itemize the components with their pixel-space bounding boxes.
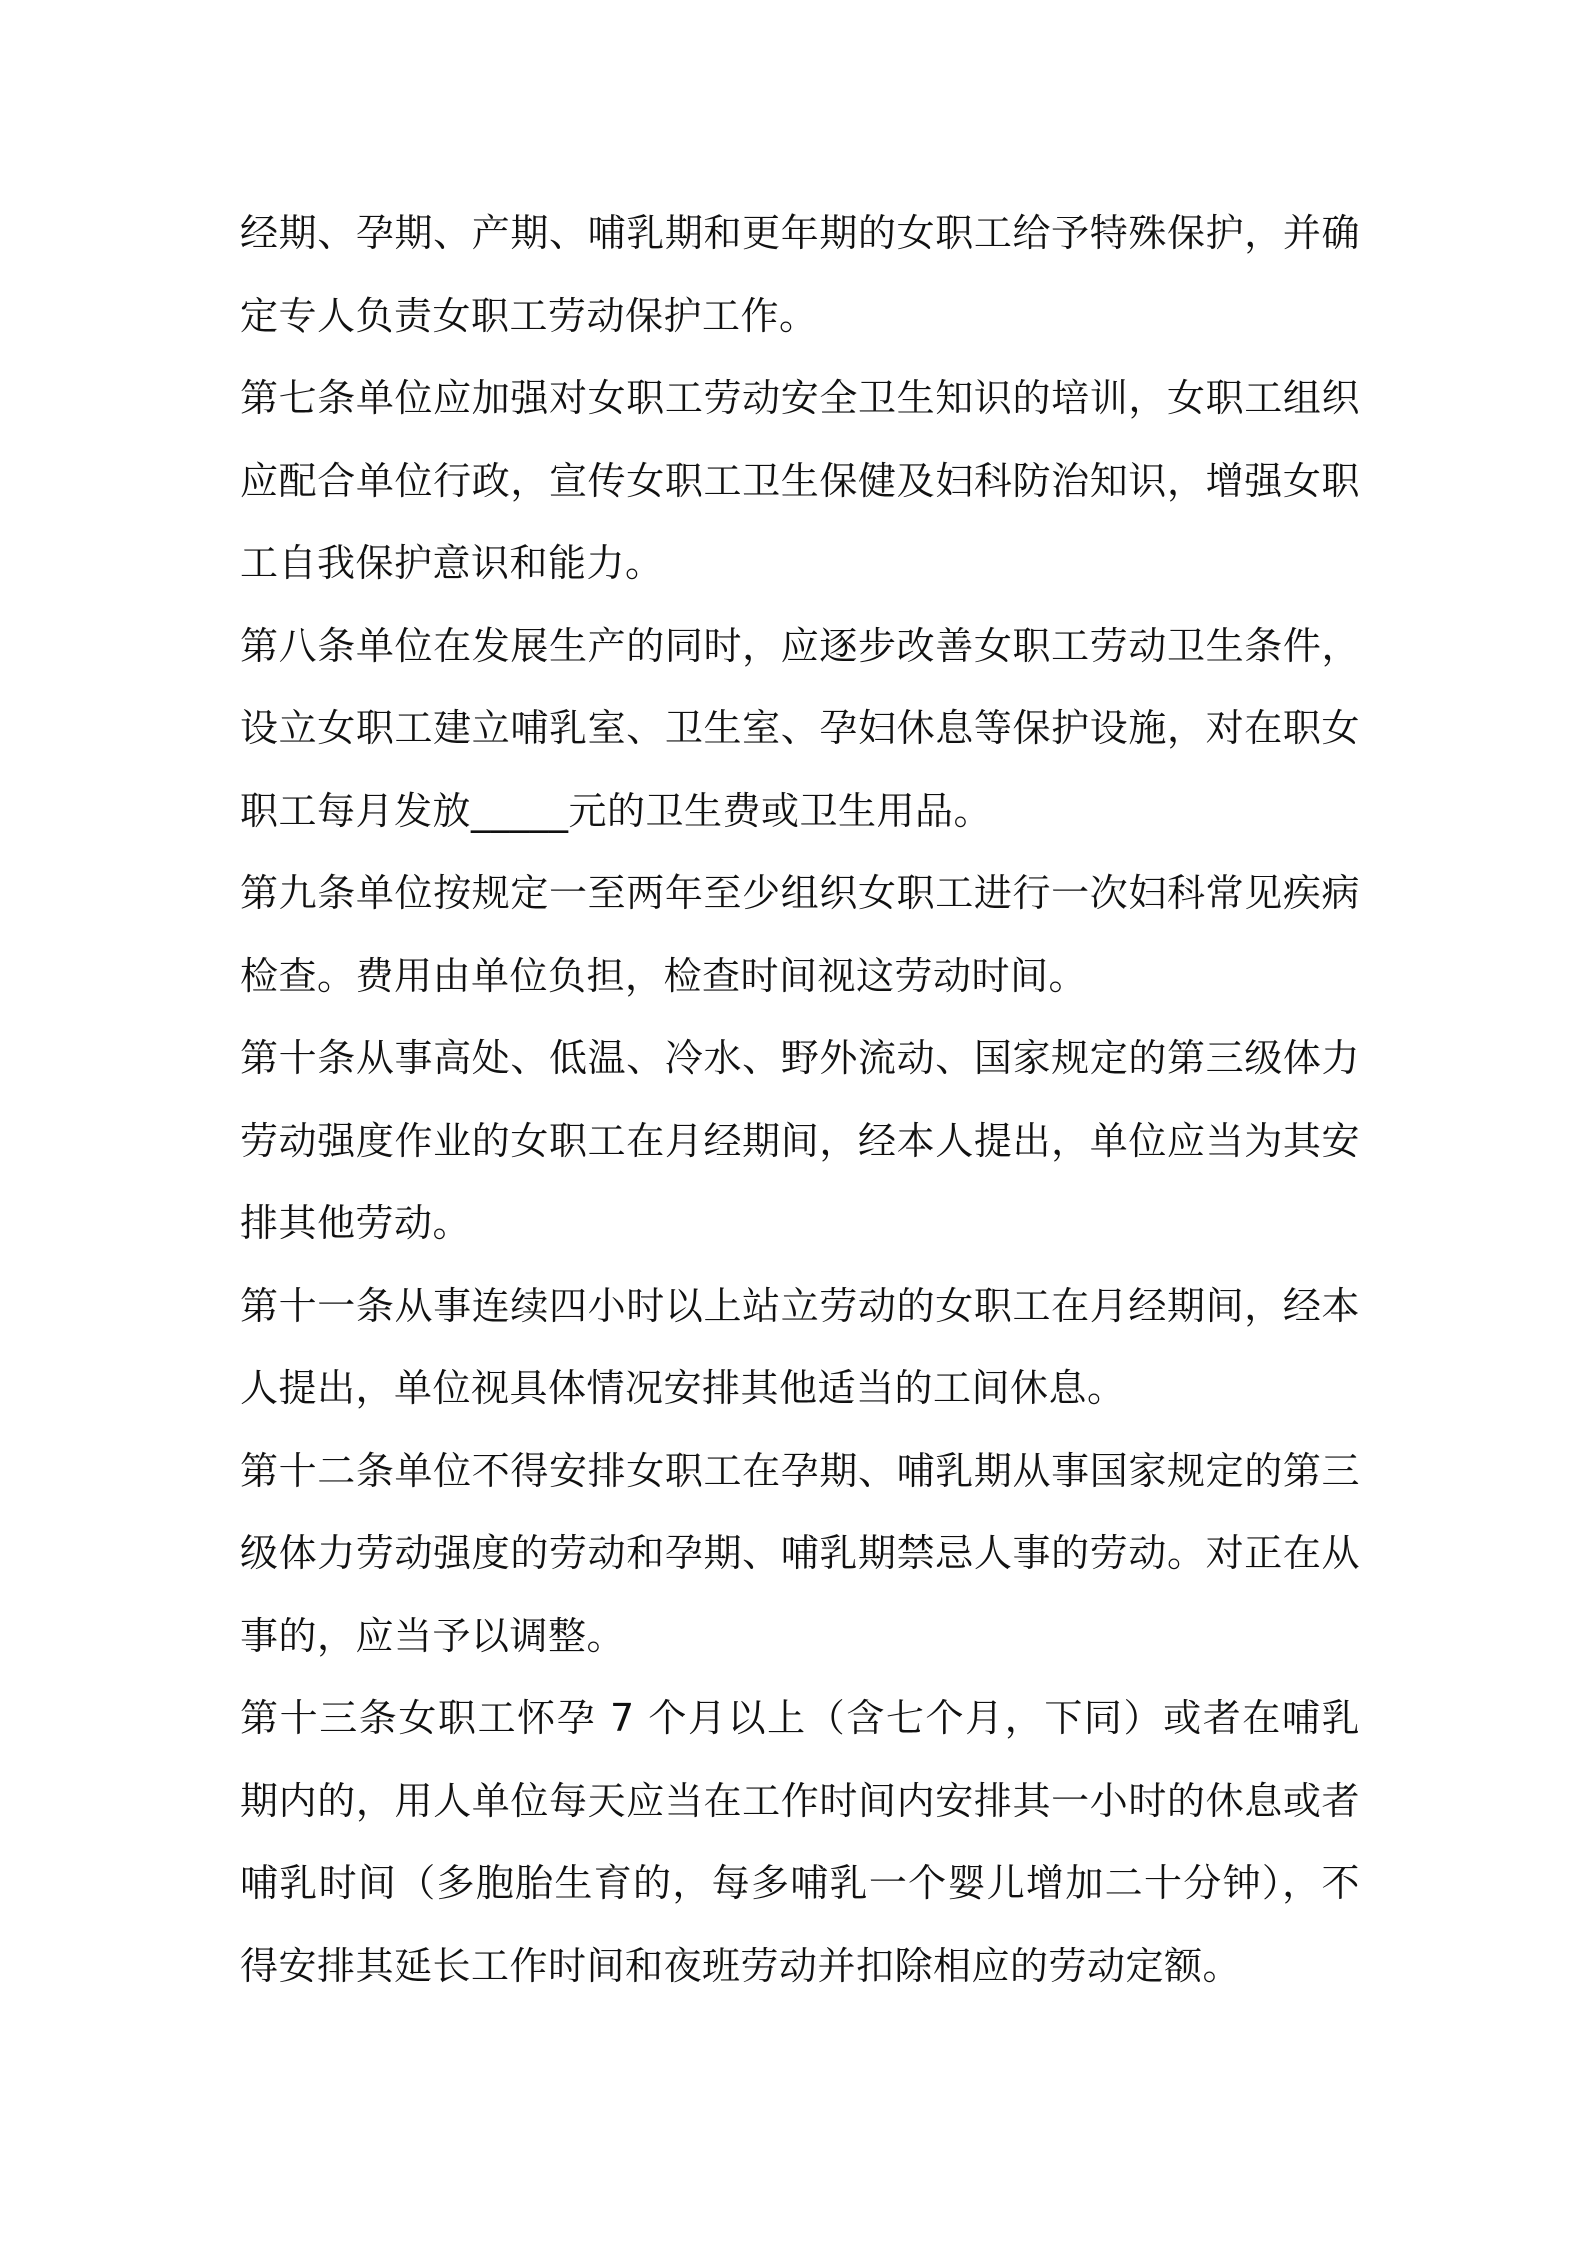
paragraph-article-7: 第七条单位应加强对女职工劳动安全卫生知识的培训，女职工组织应配合单位行政，宣传女职工卫生保健及妇科防治知识，增强女职工自我保护意识和能力。 (240, 376, 1360, 585)
paragraph-article-8: 第八条单位在发展生产的同时，应逐步改善女职工劳动卫生条件，设立女职工建立哺乳室、卫生室、孕妇休息等保护设施，对在职女职工每月发放_____元的卫生费或卫生用品。 (240, 623, 1360, 833)
paragraph-article-9: 第九条单位按规定一至两年至少组织女职工进行一次妇科常见疾病检查。费用由单位负担，检查时间视这劳动时间。 (240, 871, 1360, 998)
paragraph-article-13: 第十三条女职工怀孕 7 个月以上（含七个月，下同）或者在哺乳期内的，用人单位每天应当在工作时间内安排其一小时的休息或者哺乳时间（多胞胎生育的，每多哺乳一个婴儿增加二十分钟），不得安排其延长工作时间和夜班劳动并扣除相应的劳动定额。 (240, 1696, 1360, 1988)
document-body (240, 192, 1360, 2007)
paragraph-special-protection: 经期、孕期、产期、哺乳期和更年期的女职工给予特殊保护，并确定专人负责女职工劳动保护工作。 (240, 211, 1360, 338)
paragraph-article-10: 第十条从事高处、低温、冷水、野外流动、国家规定的第三级体力劳动强度作业的女职工在月经期间，经本人提出，单位应当为其安排其他劳动。 (240, 1036, 1360, 1245)
paragraph-article-11: 第十一条从事连续四小时以上站立劳动的女职工在月经期间，经本人提出，单位视具体情况安排其他适当的工间休息。 (240, 1283, 1360, 1410)
paragraph-article-12: 第十二条单位不得安排女职工在孕期、哺乳期从事国家规定的第三级体力劳动强度的劳动和孕期、哺乳期禁忌人事的劳动。对正在从事的，应当予以调整。 (240, 1448, 1360, 1658)
